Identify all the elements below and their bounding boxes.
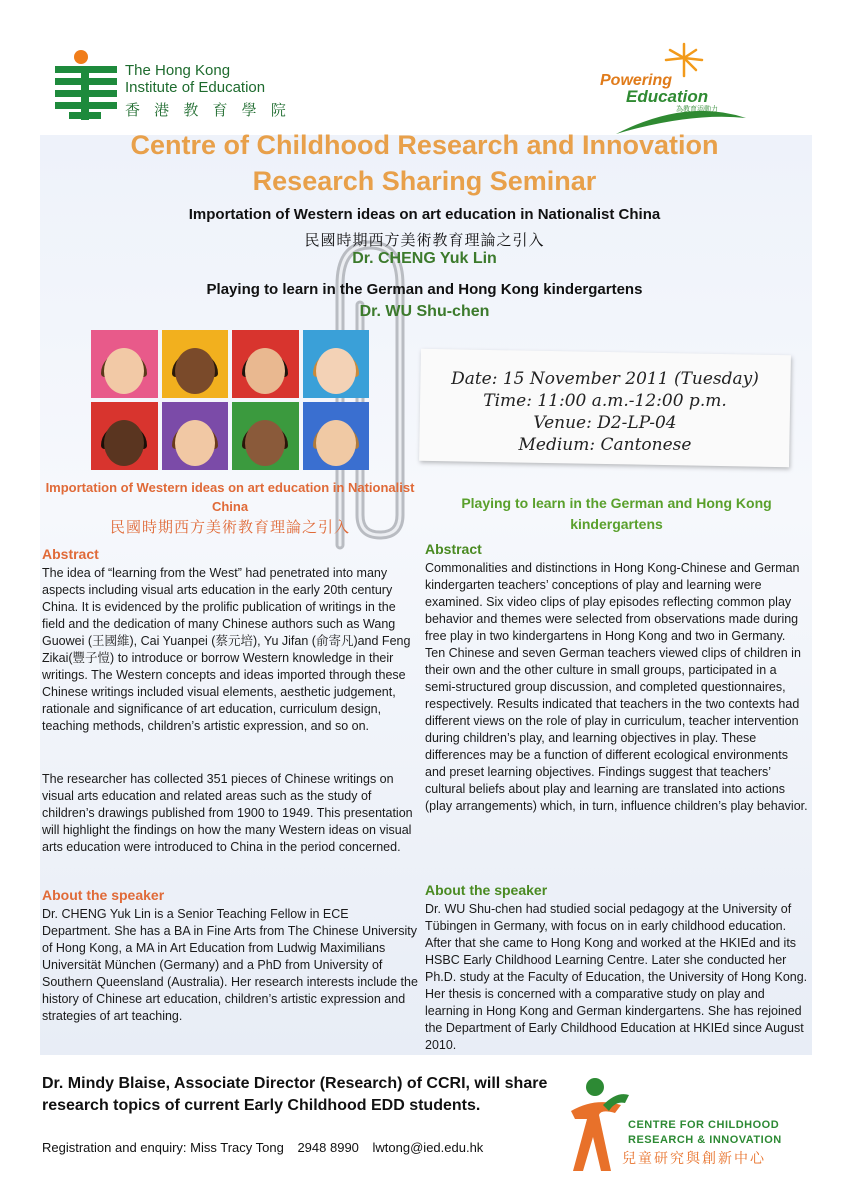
- talk1-title: Importation of Western ideas on art education in Nationalist China: [188, 206, 661, 223]
- left-abstract-p2: The researcher has collected 351 pieces of Chinese writings on visual arts education and related areas such as the study of children’s drawings published from 1900 to 1949. This presentation will highlight the findings on how the many Western ideas on visual arts education were introduced to China in the period concerned.: [42, 772, 413, 854]
- ccri-name-line2: RESEARCH & INNOVATION: [628, 1134, 782, 1146]
- hkied-name-zh: 香 港 教 育 學 院: [125, 102, 291, 119]
- child-face: [104, 420, 144, 466]
- child-photo: [232, 330, 299, 398]
- child-face: [316, 348, 356, 394]
- child-face: [175, 420, 215, 466]
- left-speaker-text: Dr. CHENG Yuk Lin is a Senior Teaching Fellow in ECE Department. She has a BA in Fine Arts from The Chinese University of Hong Kong, a MA in Art Education from Ludwig Maximilians Universität München (Germany) and a PhD from University of Southern Queensland (Australia). Her research interests include the history of Chinese art education, children’s artistic expression and strategies of art teaching.: [42, 907, 418, 1023]
- child-photo: [91, 330, 158, 398]
- speaker1-name: Dr. CHENG Yuk Lin: [352, 250, 497, 267]
- event-venue: Venue: D2-LP-04: [533, 413, 677, 433]
- child-photo: [303, 330, 370, 398]
- right-speaker-text: Dr. WU Shu-chen had studied social pedagogy at the University of Tübingen in Germany, with focus on in early childhood education. After that she came to Hong Kong and worked at the HKIEd and its HSBC Early Childhood Learning Centre. Later she conducted her Ph.D. study at the Faculty of Education, the University of Hong Kong. Her thesis is concerned with a comparative study on play and learning in Hong Kong and German kindergartens. She has rejoined the Department of Early Childhood Education at HKIEd since August 2010.: [425, 902, 808, 1052]
- registration-text: Registration and enquiry: Miss Tracy Tong: [42, 1140, 284, 1155]
- talk2-title: Playing to learn in the German and Hong Kong kindergartens: [206, 281, 643, 298]
- child-photo: [91, 402, 158, 470]
- seminar-title: Research Sharing Seminar: [252, 166, 597, 196]
- left-talk-heading: Importation of Western ideas on art education in Nationalist China: [45, 480, 415, 514]
- registration-line: [42, 1140, 493, 1155]
- left-abstract-title: Abstract: [42, 546, 99, 562]
- child-face: [316, 420, 356, 466]
- event-date: Date: 15 November 2011 (Tuesday): [451, 369, 759, 389]
- left-abstract-p1: The idea of “learning from the West” had penetrated into many aspects including visual arts education in the early 20th century China. It is evidenced by the prolific publication of writings in the field and the dedication of many Chinese authors such as Wang Guowei (王國維), Cai Yuanpei (蔡元培), Yu Jifan (俞寄凡)and Feng Zikai(豐子愷) to introduce or borrow Western knowledge in their writings. The Western concepts and ideas imported through these Chinese writings included visual elements, aesthetic judgement, rationale and significance of art education, curriculum design, teaching methods, children’s artistic expression, and so on.: [42, 566, 411, 733]
- education-label: Education: [626, 87, 709, 106]
- left-talk-heading-zh: 民國時期西方美術教育理論之引入: [109, 519, 350, 536]
- ccri-name-zh: 兒童研究與創新中心: [622, 1150, 766, 1166]
- child-face: [175, 348, 215, 394]
- centre-title: Centre of Childhood Research and Innovation: [130, 130, 719, 160]
- hkied-name-en: The Hong Kong Institute of Education: [125, 62, 266, 96]
- child-face: [245, 348, 285, 394]
- child-face: [245, 420, 285, 466]
- hkied-logo-icon: [55, 50, 121, 120]
- powering-education-zh: 為教育添動力: [676, 106, 718, 113]
- ccri-announcement: Dr. Mindy Blaise, Associate Director (Research) of CCRI, will share research topics of current Early Childhood EDD students.: [42, 1075, 548, 1114]
- children-photo-grid: [91, 330, 369, 470]
- talk1-title-zh: 民國時期西方美術教育理論之引入: [304, 232, 545, 249]
- child-photo: [303, 402, 370, 470]
- registration-email[interactable]: lwtong@ied.edu.hk: [372, 1140, 484, 1155]
- right-talk-heading: Playing to learn in the German and Hong Kong kindergartens: [461, 495, 772, 532]
- child-photo: [232, 402, 299, 470]
- powering-label: Powering: [600, 72, 673, 89]
- event-time: Time: 11:00 a.m.-12:00 p.m.: [483, 391, 727, 411]
- child-photo: [162, 330, 229, 398]
- right-speaker-title: About the speaker: [425, 882, 548, 898]
- child-face: [104, 348, 144, 394]
- event-medium: Medium: Cantonese: [518, 435, 692, 455]
- speaker2-name: Dr. WU Shu-chen: [359, 303, 490, 320]
- registration-phone: 2948 8990: [297, 1140, 359, 1155]
- left-speaker-title: About the speaker: [42, 887, 165, 903]
- right-abstract-p1: Commonalities and distinctions in Hong Kong-Chinese and German kindergarten teachers’ conceptions of play and learning were examined. Six video clips of play episodes reflecting common play behavior and themes were selected from observations made during free play in two kindergartens in Hong Kong and two in Germany. Ten Chinese and seven German teachers viewed clips of children in their own and the other culture in small groups, participated in a semi-structured group discussion, and completed questionnaires, respectively. Results indicated that teachers in the two contexts had different views on the role of play in curriculum, teacher intervention during children’s play, and learning objectives in play. These differences may be a function of different ecological environments and preset learning objectives. Findings suggest that teachers’ cultural beliefs about play and learning are translated into actions (play arrangements) which, in turn, influence children’s play behavior.: [425, 561, 808, 813]
- child-photo: [162, 402, 229, 470]
- event-details: [420, 368, 790, 456]
- ccri-name-line1: CENTRE FOR CHILDHOOD: [628, 1119, 780, 1131]
- right-abstract-title: Abstract: [425, 541, 482, 557]
